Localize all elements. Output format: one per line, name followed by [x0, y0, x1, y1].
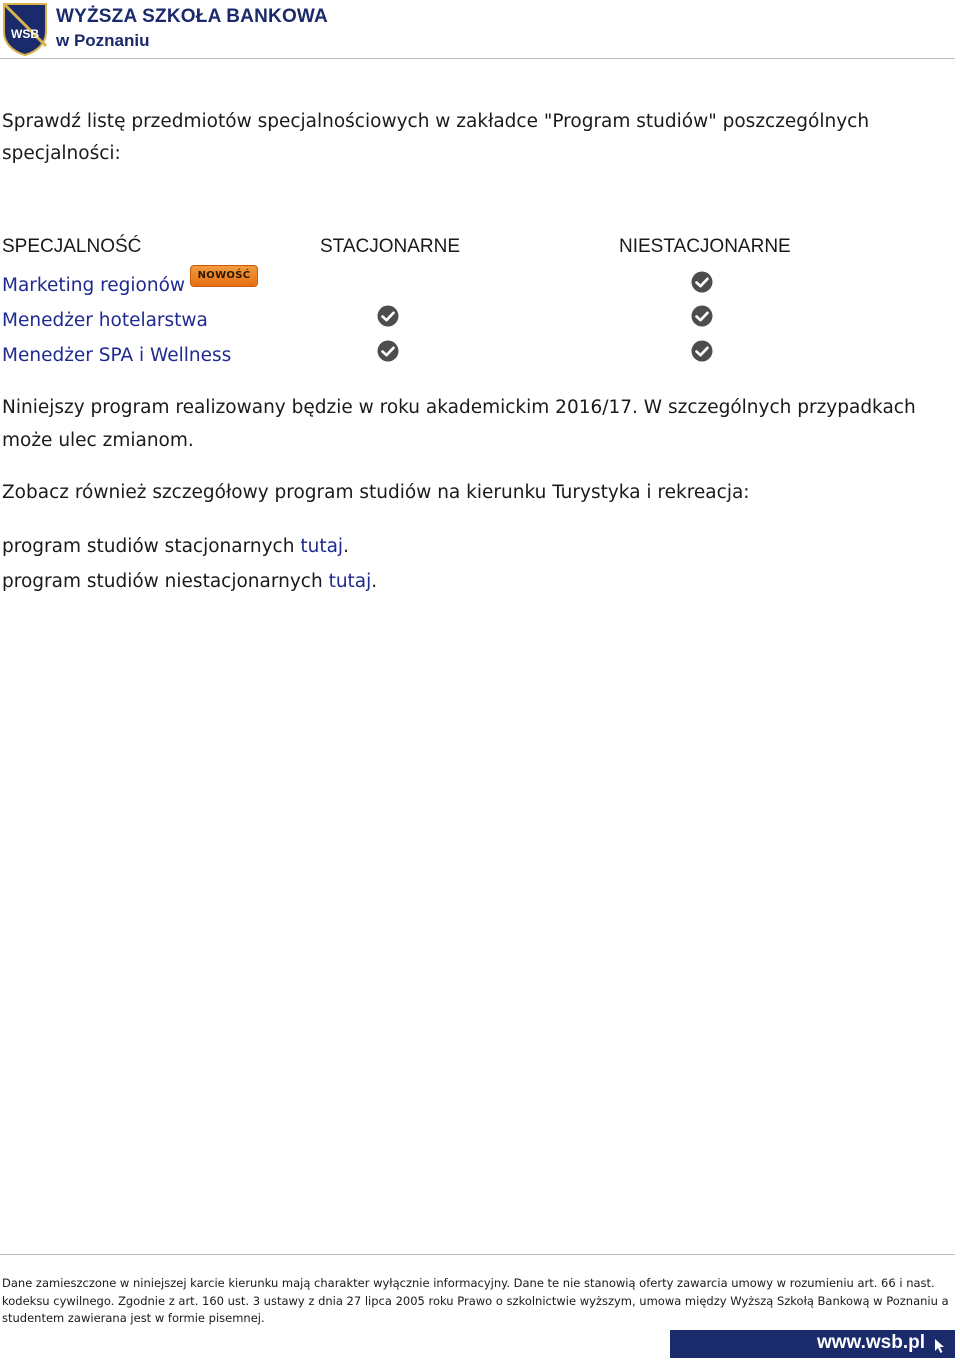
wsb-shield-logo: [2, 2, 48, 56]
header-divider: [0, 58, 955, 59]
check-circle-icon: [377, 305, 399, 327]
table-row: [0, 310, 960, 340]
check-circle-icon: [691, 305, 713, 327]
part-time-program-text: program studiów niestacjonarnych: [2, 571, 329, 592]
full-time-program-suffix: .: [343, 536, 349, 557]
check-circle-icon: [377, 340, 399, 362]
cursor-arrow-icon: [934, 1338, 946, 1354]
specialty-link-menedzer-hotelarstwa[interactable]: Menedżer hotelarstwa: [2, 310, 208, 331]
column-header-full-time: STACJONARNE: [320, 236, 461, 257]
specialty-link-menedzer-spa-wellness[interactable]: Menedżer SPA i Wellness: [2, 345, 232, 366]
page-header: [0, 0, 960, 58]
program-notice: Niniejszy program realizowany będzie w roku akademickim 2016/17. W szczególnych przypadkach może ulec zmianom.: [2, 397, 916, 451]
part-time-program-suffix: .: [371, 571, 378, 592]
part-time-program-line: [2, 565, 947, 598]
check-circle-icon: [691, 340, 713, 362]
check-circle-icon: [691, 271, 713, 293]
column-header-specialty: SPECJALNOŚĆ: [2, 236, 142, 257]
brand-name: WYŻSZA SZKOŁA BANKOWA: [56, 6, 328, 27]
footer-url-bar[interactable]: [670, 1330, 955, 1358]
part-time-program-link[interactable]: tutaj: [328, 571, 372, 592]
logo-text: WSB: [11, 27, 39, 41]
full-time-program-text: program studiów stacjonarnych: [2, 536, 301, 557]
brand-city: w Poznaniu: [56, 31, 150, 50]
footer-disclaimer: Dane zamieszczone w niniejszej karcie kierunku mają charakter wyłącznie informacyjny. Dane te nie stanowią oferty zawarcia umowy w rozumieniu art. 66 i nast. kodeksu cywilnego. Zgodnie z art. 160 ust. 3 ustawy z dnia 27 lipca 2005 roku Prawo o szkolnictwie wyższym, umowa między Wyższą Szkołą Bankową w Poznaniu a studentem zawierana jest w formie pisemnej.: [2, 1276, 949, 1325]
table-row: [0, 345, 960, 375]
new-badge: NOWOŚĆ: [190, 265, 258, 287]
footer-url[interactable]: www.wsb.pl: [816, 1332, 925, 1353]
column-header-part-time: NIESTACJONARNE: [619, 236, 791, 257]
specialty-link-marketing-regionow[interactable]: Marketing regionów: [2, 275, 186, 296]
full-time-program-line: [2, 530, 947, 563]
see-also-text: Zobacz również szczegółowy program studiów na kierunku Turystyka i rekreacja:: [2, 482, 750, 503]
intro-text: Sprawdź listę przedmiotów specjalnościowych w zakładce "Program studiów" poszczególnych specjalności:: [2, 111, 870, 164]
full-time-program-link[interactable]: tutaj: [300, 536, 344, 557]
footer-divider: [0, 1254, 955, 1255]
table-row: [0, 270, 960, 305]
